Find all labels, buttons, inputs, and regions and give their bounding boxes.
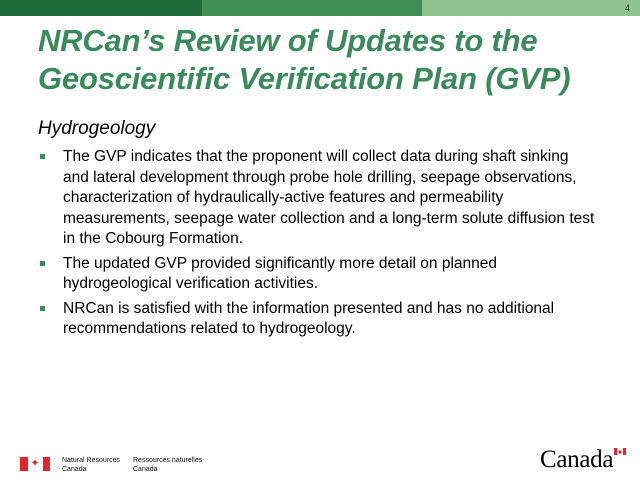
slide-title-line-2: Geoscientific Verification Plan (GVP): [38, 61, 571, 96]
slide-title-line-1: NRCan’s Review of Updates to the: [38, 23, 538, 58]
bullet-item: [38, 147, 598, 250]
square-bullet-icon: [40, 261, 45, 266]
flag-red-band-left: [20, 457, 28, 471]
bullet-text: The GVP indicates that the proponent will collect data during shaft sinking and lateral development through probe hole drilling, seepage observations, characterization of hydraulically-active features and permeability measurements, seepage water collection and a long-term solute diffusion test in the Cobourg Formation.: [63, 148, 595, 247]
top-color-bar: [0, 0, 640, 16]
canada-flag-icon: [20, 457, 50, 471]
square-bullet-icon: [40, 306, 45, 311]
bullet-text: NRCan is satisfied with the information presented and has no additional recommendations related to hydrogeology.: [63, 299, 555, 337]
bullet-text: The updated GVP provided significantly more detail on planned hydrogeological verification activities.: [63, 254, 497, 292]
top-bar-light-segment: [422, 0, 640, 16]
footer-department-french: [133, 456, 202, 474]
bullet-item: [38, 299, 598, 340]
top-bar-mid-segment: [202, 0, 422, 16]
flag-center: [28, 457, 43, 471]
footer-en-line-2: Canada: [62, 466, 87, 473]
wordmark-flag-center: [617, 448, 623, 455]
slide-number: 4: [624, 3, 630, 13]
canada-wordmark: Canada: [540, 446, 614, 473]
wordmark-flag-band-right: [623, 448, 626, 455]
maple-leaf-icon: ✦: [30, 457, 40, 470]
slide-title: [38, 22, 628, 98]
section-subtitle: Hydrogeology: [38, 118, 156, 139]
footer-fr-line-1: Ressources naturelles: [133, 457, 203, 464]
top-bar-dark-segment: [0, 0, 202, 16]
footer-en-line-1: Natural Resources: [62, 457, 120, 464]
footer-fr-line-2: Canada: [133, 466, 158, 473]
wordmark-flag-icon: [614, 448, 626, 455]
footer-department-english: [62, 456, 120, 474]
bullet-item: [38, 254, 598, 295]
wordmark-flag-leaf-icon: [619, 450, 622, 453]
bullet-list: [38, 147, 598, 344]
square-bullet-icon: [40, 154, 45, 159]
flag-red-band-right: [43, 457, 51, 471]
